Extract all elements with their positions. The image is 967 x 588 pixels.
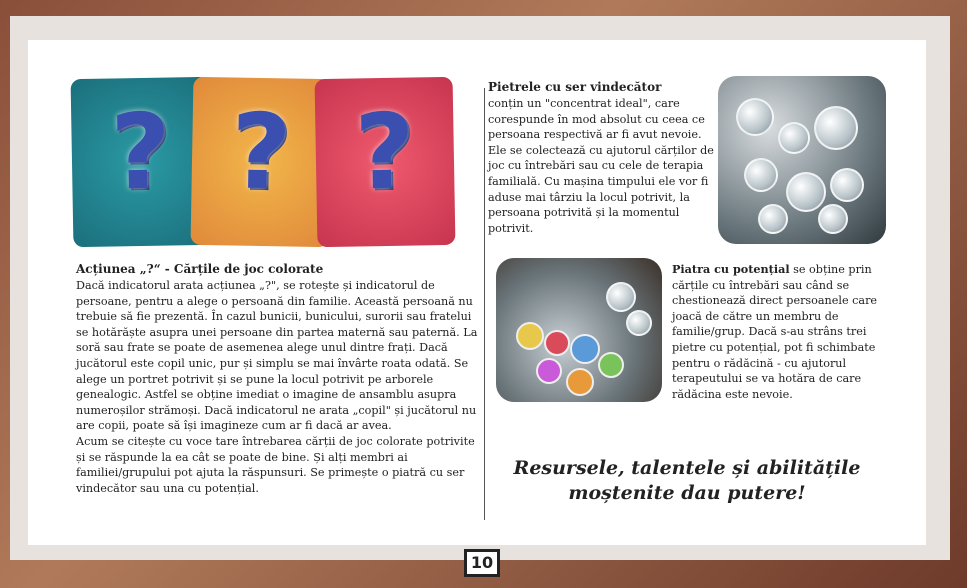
section-heading-action: Acțiunea „?“ - Cărțile de joc colorate [76, 262, 324, 276]
gem-stone [566, 368, 594, 396]
gem-stone [598, 352, 624, 378]
question-mark-icon: ? [109, 90, 173, 214]
question-mark-icon: ? [229, 90, 293, 214]
gem-stone [570, 334, 600, 364]
section-body-potential-stone [672, 262, 882, 402]
glass-bubble [758, 204, 788, 234]
glass-bubble [744, 158, 778, 192]
question-cards-illustration [72, 78, 452, 246]
potential-stone-title: Piatra cu potențial [672, 262, 790, 276]
potential-stones-photo [496, 258, 662, 402]
card-orange [191, 77, 332, 247]
slogan: Resursele, talentele și abilitățile moștenite dau putere! [513, 457, 861, 504]
question-mark-icon: ? [353, 90, 417, 214]
glass-bubble [830, 168, 864, 202]
card-pink [315, 77, 456, 247]
body-paragraph: Acum se citește cu voce tare întrebarea cărții de joc colorate potrivite și se răspunde la ea cât se poate de bine. Și alți membri ai familiei/grupului pot ajuta la răspunsuri. Se primește o piatră cu ser vindecător sau una cu potențial. [76, 434, 475, 495]
potential-stone-text: se obține prin cărțile cu întrebări sau când se chestionează direct persoanele care joacă de către un membru de familie/grup. Dacă s-au strâns trei pietre cu potențial, pot fi schimbate pentru o rădăcină - cu ajutorul terapeutului se va hotăra de care rădăcina este nevoie. [672, 263, 878, 401]
glass-bubble [606, 282, 636, 312]
section-heading-healing-stones: Pietrele cu ser vindecător [488, 80, 662, 94]
glass-bubble [778, 122, 810, 154]
body-paragraph: Dacă indicatorul arata acțiunea „?", se rotește și indicatorul de persoane, pentru a alege o persoană din familie. Această persoană nu trebuie să fie prezentă. În cazul bunicii, bunicului, surorii sau fratelui se hotărăște asupra unei persoane din partea maternă sau paternă. La soră sau frate se poate de asemenea alege unul dintre frați. Dacă jucătorul este copil unic, pur și simplu se mai învârte roata odată. Se alege un portret potrivit și se pune la locul potrivit pe arborele genealogic. Astfel se obține imediat o imagine de ansamblu asupra numeroșilor strămoși. Dacă indicatorul ne arata „copil" și jucătorul nu are copii, poate să își imagineze cum ar fi dacă ar avea. [76, 279, 478, 433]
glass-bubble [626, 310, 652, 336]
gem-stone [544, 330, 570, 356]
column-divider [484, 88, 485, 520]
glass-bubble [786, 172, 826, 212]
gem-stone [516, 322, 544, 350]
glass-bubble [814, 106, 858, 150]
glass-bubble [818, 204, 848, 234]
glass-stones-photo [718, 76, 886, 244]
section-body-action [76, 278, 478, 496]
page-number: 10 [464, 549, 500, 577]
glass-bubble [736, 98, 774, 136]
gem-stone [536, 358, 562, 384]
section-body-healing-stones: conțin un "concentrat ideal", care corespunde în mod absolut cu ceea ce persoana respectivă ar fi avut nevoie. Ele se colectează cu ajutorul cărților de joc cu întrebări sau cu cele de terapia familială. Cu mașina timpului ele vor fi aduse mai târziu la locul potrivit, la persoana potrivită și la momentul potrivit. [488, 97, 714, 235]
